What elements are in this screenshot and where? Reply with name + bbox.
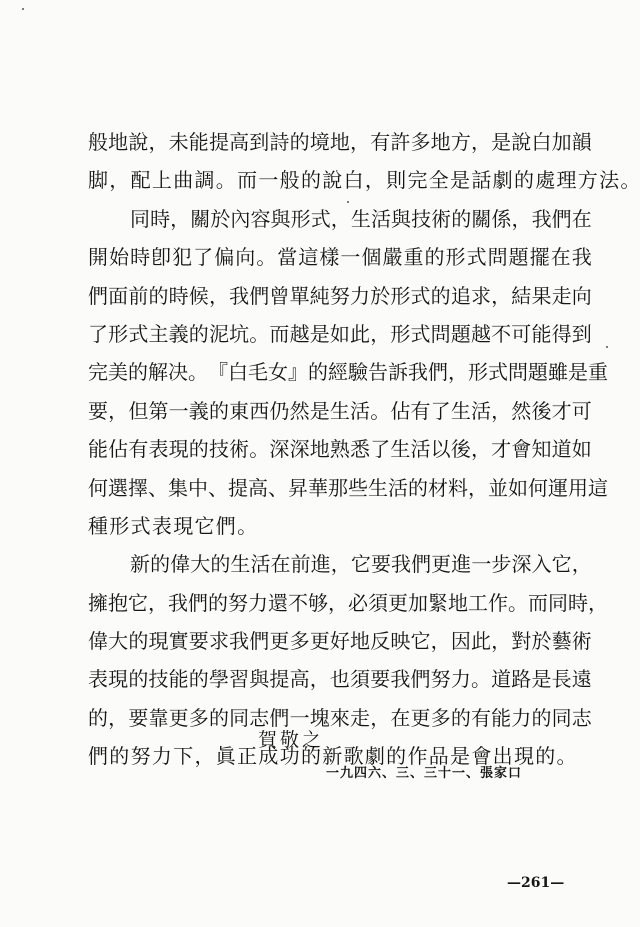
text-line: 般 地 說 ， 未 能 提 高 到 詩 的 境 地 ， 有 許 多 地 方 ， 是 說 白 加 韻 — [88, 130, 592, 154]
scan-speck — [347, 201, 349, 203]
text-line: 的 ， 要 靠 更 多 的 同 志 們 一 塊 來 走 ， 在 更 多 的 有 能 力 的 同 志 — [88, 705, 592, 730]
text-line: 何 選 擇 、 集 中 、 提 高 、 昇 華 那 些 生 活 的 材 料 ， 並 如 何 運 用 這 — [88, 475, 608, 500]
scan-speck — [606, 346, 608, 348]
text-line: 偉 大 的 現 實 要 求 我 們 更 多 更 好 地 反 映 它 ， 因 此 ， 對 於 藝 術 — [88, 629, 592, 654]
text-line: 們 面 前 的 時 候 ， 我 們 曾 單 純 努 力 於 形 式 的 追 求 ， 結 果 走 向 — [88, 283, 592, 308]
page-number: —261— — [507, 875, 565, 891]
text-line: 擁 抱 它 ， 我 們 的 努 力 還 不 够 ， 必 須 更 加 緊 地 工 作 。 而 同 時 ， — [88, 590, 608, 615]
text-line: 了 形 式 主 義 的 泥 坑 。 而 越 是 如 此 ， 形 式 問 題 越 不 可 能 得 到 — [88, 321, 592, 346]
text-line: 種 形 式 表 現 它 們 。 — [88, 513, 258, 538]
text-line: 要 ， 但 第 一 義 的 東 西 仍 然 是 生 活 。 佔 有 了 生 活 ， 然 後 才 可 — [88, 398, 592, 423]
scan-speck — [22, 8, 24, 10]
text-line: 同 時 ， 關 於 內 容 與 形 式 ， 生 活 與 技 術 的 關 係 ， 我 們 在 — [130, 206, 592, 231]
body-text — [88, 123, 640, 776]
text-line: 完 美 的 解 决 。 『 白 毛 女 』 的 經 驗 告 訴 我 們 ， 形 式 問 題 雖 是 重 — [88, 360, 608, 385]
text-line: 能 佔 有 表 現 的 技 術 。 深 深 地 熟 悉 了 生 活 以 後 ， 才 會 知 道 如 — [88, 437, 592, 462]
author-signature: 賀敬之 — [258, 729, 325, 751]
text-line: 脚 ， 配 上 曲 調 。 而 一 般 的 說 白 ， 則 完 全 是 話 劇 的 處 理 方 法 。 — [88, 168, 640, 193]
dateline: 一九四六、三、三十一、張家口 — [326, 766, 523, 781]
text-line: 們 的 努 力 下 ， 眞 正 成 功 的 新 歌 劇 的 作 品 是 會 出 現 的 。 — [88, 744, 577, 769]
text-line: 開 始 時 卽 犯 了 偏 向 。 當 這 樣 一 個 嚴 重 的 形 式 問 題 擺 在 我 — [88, 245, 592, 270]
text-line: 新 的 偉 大 的 生 活 在 前 進 ， 它 要 我 們 更 進 一 步 深 入 它 ， — [130, 552, 592, 577]
text-line: 表 現 的 技 能 的 學 習 與 提 高 ， 也 須 要 我 們 努 力 。 道 路 是 長 遠 — [88, 667, 592, 692]
